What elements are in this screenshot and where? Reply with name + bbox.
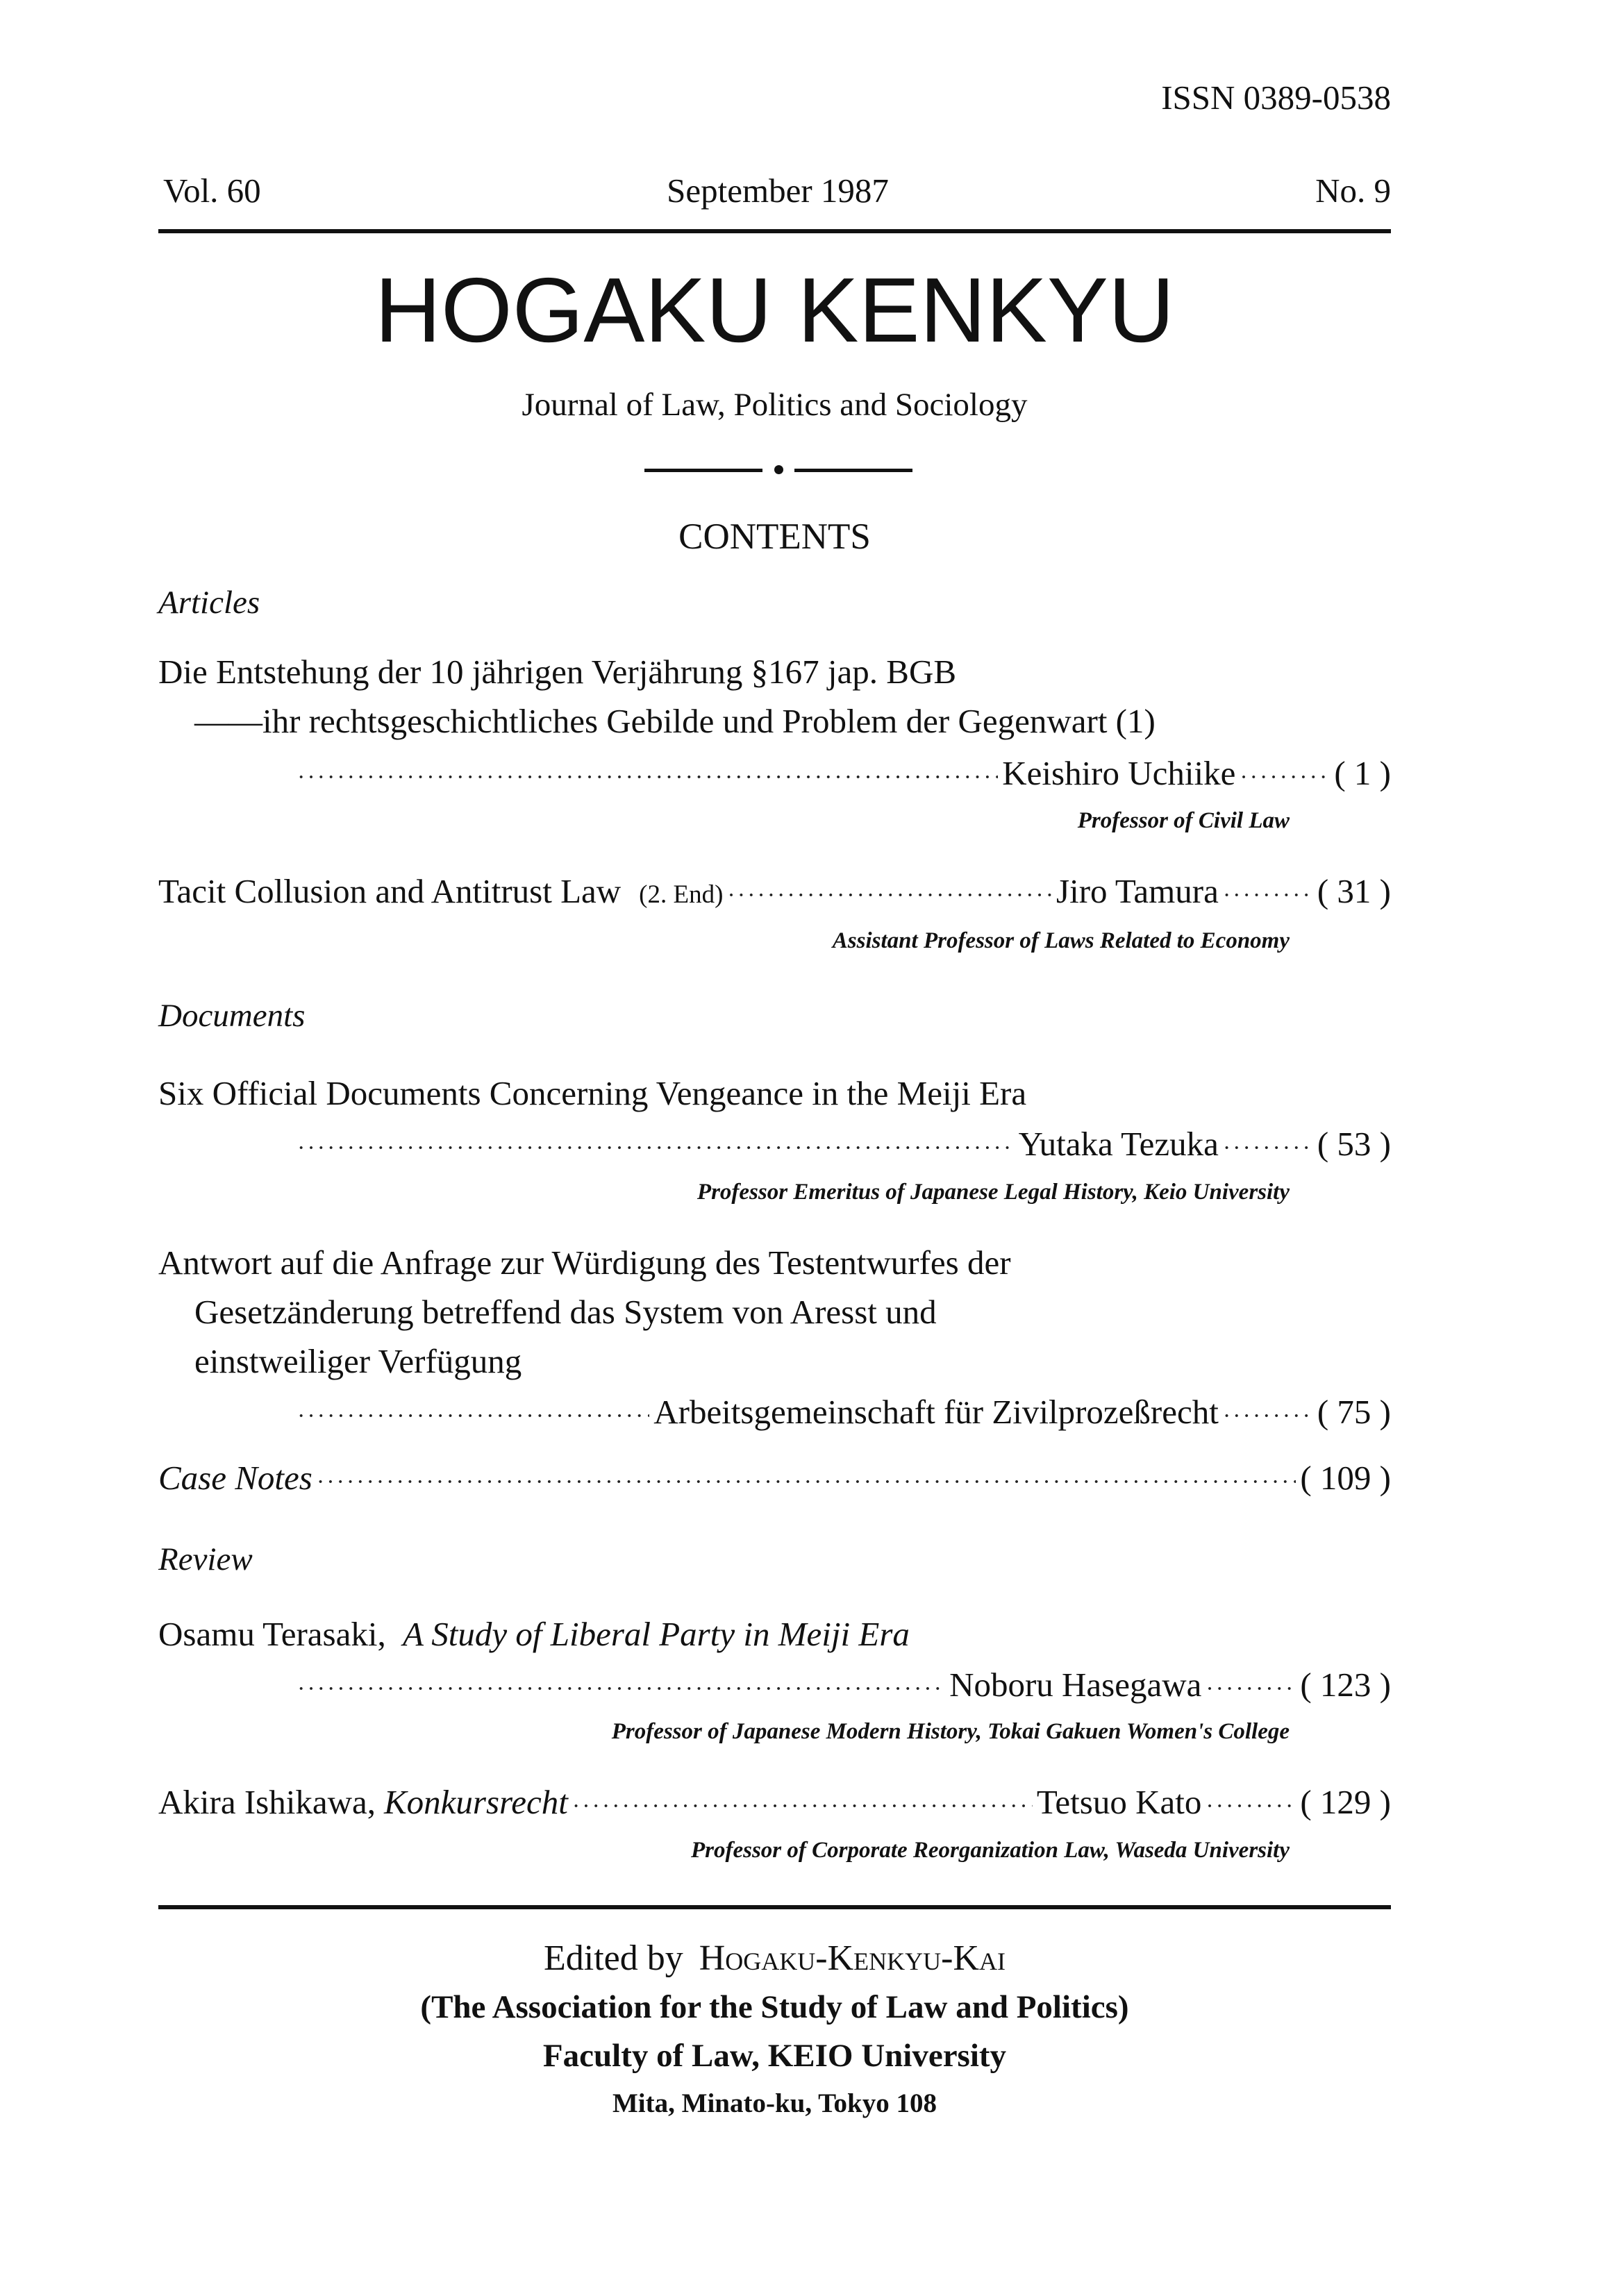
entry-rev1-title-line[interactable] [158, 1614, 910, 1654]
top-rule [158, 229, 1391, 233]
entry-rev1-reviewed-author: Osamu Terasaki, [158, 1615, 386, 1653]
leader-dots [727, 875, 1052, 916]
entry-art2-affiliation: Assistant Professor of Laws Related to Economy [832, 928, 1290, 953]
entry-doc2-author: Arbeitsgemeinschaft für Zivilprozeßrecht [653, 1393, 1219, 1431]
section-case-notes: Case Notes [158, 1459, 312, 1497]
entry-art1-page: ( 1 ) [1334, 754, 1391, 792]
leader-dots [1206, 1786, 1296, 1827]
colophon-faculty: Faculty of Law, KEIO University [542, 2038, 1007, 2074]
contents-heading: CONTENTS [678, 517, 871, 557]
entry-doc1-title[interactable]: Six Official Documents Concerning Vengeance in the Meiji Era [158, 1074, 1027, 1112]
entry-doc1-affiliation: Professor Emeritus of Japanese Legal History, Keio University [697, 1180, 1290, 1205]
section-articles: Articles [158, 585, 260, 621]
issn: ISSN 0389-0538 [1161, 78, 1391, 117]
leader-dots [297, 1128, 1015, 1168]
entry-art1-title-1[interactable]: Die Entstehung der 10 jährigen Verjährung §167 jap. BGB [158, 653, 957, 691]
entry-doc2-page: ( 75 ) [1317, 1393, 1391, 1431]
colophon-society: Hogaku-Kenkyu-Kai [699, 1938, 1006, 1978]
journal-subtitle: Journal of Law, Politics and Sociology [522, 387, 1028, 423]
entry-art2-author: Jiro Tamura [1056, 872, 1219, 910]
entry-art1-affiliation: Professor of Civil Law [1077, 808, 1290, 833]
leader-dots [297, 757, 998, 798]
colophon-edited-prefix: Edited by [544, 1938, 683, 1978]
entry-doc2-title-3[interactable]: einstweiliger Verfügung [194, 1342, 522, 1380]
entry-rev2-page: ( 129 ) [1300, 1783, 1391, 1821]
bottom-rule [158, 1905, 1391, 1909]
entry-rev1-affiliation: Professor of Japanese Modern History, Tokai Gakuen Women's College [611, 1719, 1290, 1744]
colophon-association: (The Association for the Study of Law and Politics) [420, 1989, 1129, 2025]
issue-date: September 1987 [667, 171, 889, 210]
entry-art2-part: (2. End) [639, 880, 724, 909]
leader-dots [1223, 1128, 1313, 1168]
entry-rev1-page: ( 123 ) [1300, 1666, 1391, 1704]
leader-dots [1206, 1669, 1296, 1709]
leader-dots [297, 1396, 649, 1436]
entry-case-notes-line[interactable] [158, 1458, 1391, 1502]
entry-rev2-author: Tetsuo Kato [1036, 1783, 1202, 1821]
entry-rev2-affiliation: Professor of Corporate Reorganization Law, Waseda University [690, 1838, 1290, 1863]
entry-rev1-author: Noboru Hasegawa [949, 1666, 1202, 1704]
entry-art1-author-line[interactable] [297, 753, 1391, 798]
leader-dots [1223, 1396, 1313, 1436]
section-review: Review [158, 1541, 253, 1577]
colophon-edited-by [158, 1937, 1391, 1980]
entry-rev2-line[interactable] [158, 1782, 1391, 1827]
journal-title: HOGAKU KENKYU [374, 259, 1175, 361]
leader-dots [1223, 875, 1313, 916]
entry-art2-line[interactable] [158, 871, 1391, 916]
entry-doc1-page: ( 53 ) [1317, 1125, 1391, 1163]
leader-dots [297, 1669, 945, 1709]
entry-rev1-reviewed-title: A Study of Liberal Party in Meiji Era [402, 1615, 910, 1653]
entry-doc2-author-line[interactable] [297, 1392, 1391, 1436]
leader-dots [572, 1786, 1033, 1827]
volume: Vol. 60 [163, 171, 261, 210]
entry-rev2-reviewed-author: Akira Ishikawa, [158, 1783, 376, 1821]
leader-dots [1240, 757, 1330, 798]
entry-doc2-title-1[interactable]: Antwort auf die Anfrage zur Würdigung des Testentwurfes der [158, 1243, 1011, 1282]
issue-number: No. 9 [1315, 171, 1391, 210]
leader-dots [317, 1462, 1296, 1502]
entry-art1-author: Keishiro Uchiike [1002, 754, 1236, 792]
ornament-dot [774, 465, 783, 474]
entry-art2-page: ( 31 ) [1317, 872, 1391, 910]
colophon-address: Mita, Minato-ku, Tokyo 108 [612, 2088, 937, 2118]
section-documents: Documents [158, 998, 306, 1034]
entry-rev2-reviewed-title: Konkursrecht [383, 1783, 568, 1821]
entry-case-notes-page: ( 109 ) [1300, 1459, 1391, 1497]
entry-art1-title-2[interactable]: ——ihr rechtsgeschichtliches Gebilde und Problem der Gegenwart (1) [194, 702, 1156, 740]
entry-doc2-title-2[interactable]: Gesetzänderung betreffend das System von Aresst und [194, 1293, 937, 1331]
entry-doc1-author: Yutaka Tezuka [1018, 1125, 1219, 1163]
entry-rev1-author-line[interactable] [297, 1665, 1391, 1709]
entry-doc1-author-line[interactable] [297, 1124, 1391, 1168]
entry-art2-title: Tacit Collusion and Antitrust Law [158, 872, 622, 910]
